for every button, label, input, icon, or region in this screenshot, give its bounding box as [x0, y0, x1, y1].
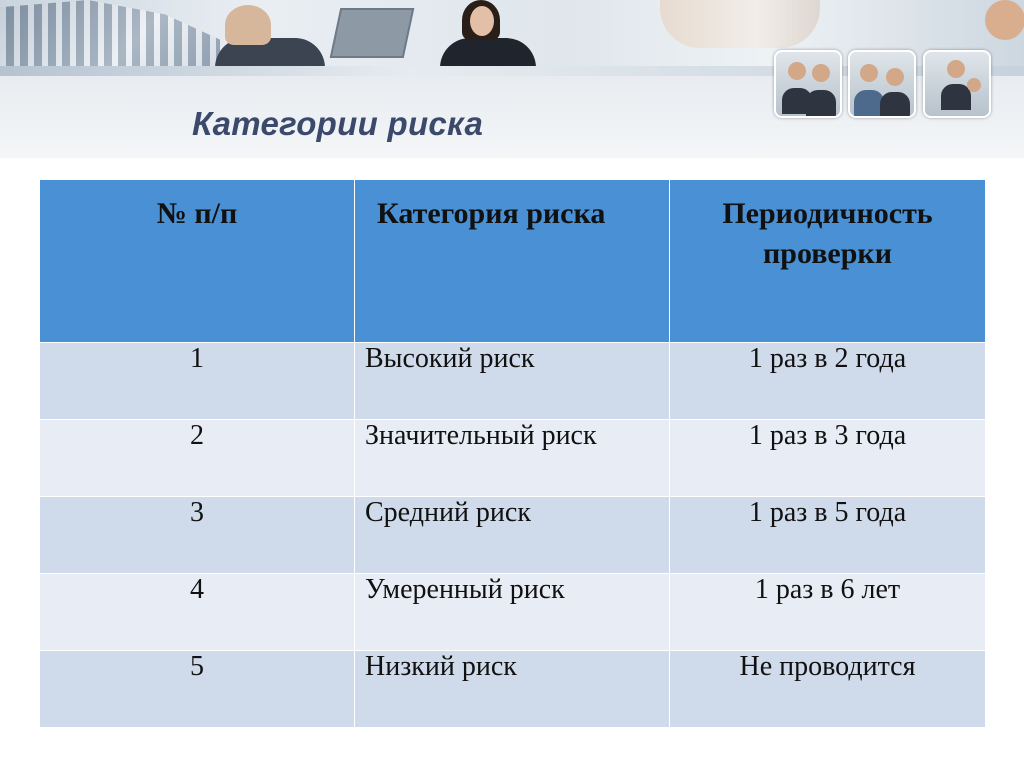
- slide-title: Категории риска: [192, 105, 484, 142]
- thumbnail-person-body: [880, 92, 910, 118]
- table-row: [40, 343, 986, 420]
- table-row: [40, 420, 986, 497]
- header-number: № п/п: [40, 180, 355, 343]
- thumbnail-person-head: [967, 78, 981, 92]
- thumbnail-person-head: [812, 64, 830, 82]
- row-number: 2: [40, 420, 355, 497]
- businesswoman-face: [470, 6, 494, 36]
- row-periodicity: 1 раз в 6 лет: [670, 574, 986, 651]
- row-category: Низкий риск: [355, 651, 670, 728]
- thumbnail-person-head: [886, 68, 904, 86]
- thumbnail-person-head: [947, 60, 965, 78]
- row-category: Высокий риск: [355, 343, 670, 420]
- header-periodicity: Периодичность проверки: [670, 180, 986, 343]
- row-category: Средний риск: [355, 497, 670, 574]
- row-periodicity: Не проводится: [670, 651, 986, 728]
- thumbnail-photo-1: [774, 50, 842, 118]
- row-periodicity: 1 раз в 2 года: [670, 343, 986, 420]
- table-row: [40, 574, 986, 651]
- thumbnail-photo-2: [848, 50, 916, 118]
- businessman-head: [225, 5, 271, 45]
- thumbnail-person-body: [806, 90, 836, 116]
- table-row: [40, 651, 986, 728]
- row-number: 5: [40, 651, 355, 728]
- row-periodicity: 1 раз в 5 года: [670, 497, 986, 574]
- thumbnail-person-head: [788, 62, 806, 80]
- row-number: 3: [40, 497, 355, 574]
- building-image: [0, 0, 220, 72]
- row-number: 1: [40, 343, 355, 420]
- risk-categories-table: [39, 179, 986, 728]
- thumbnail-person-body: [941, 84, 971, 110]
- person-face-image: [985, 0, 1024, 40]
- table-row: [40, 497, 986, 574]
- row-category: Умеренный риск: [355, 574, 670, 651]
- thumbnail-person-head: [860, 64, 878, 82]
- header-category: Категория риска: [355, 180, 670, 343]
- thumbnail-photo-3: [923, 50, 991, 118]
- row-category: Значительный риск: [355, 420, 670, 497]
- hands-image: [660, 0, 820, 48]
- laptop-image: [330, 8, 415, 58]
- table-header-row: [40, 180, 986, 343]
- row-periodicity: 1 раз в 3 года: [670, 420, 986, 497]
- row-number: 4: [40, 574, 355, 651]
